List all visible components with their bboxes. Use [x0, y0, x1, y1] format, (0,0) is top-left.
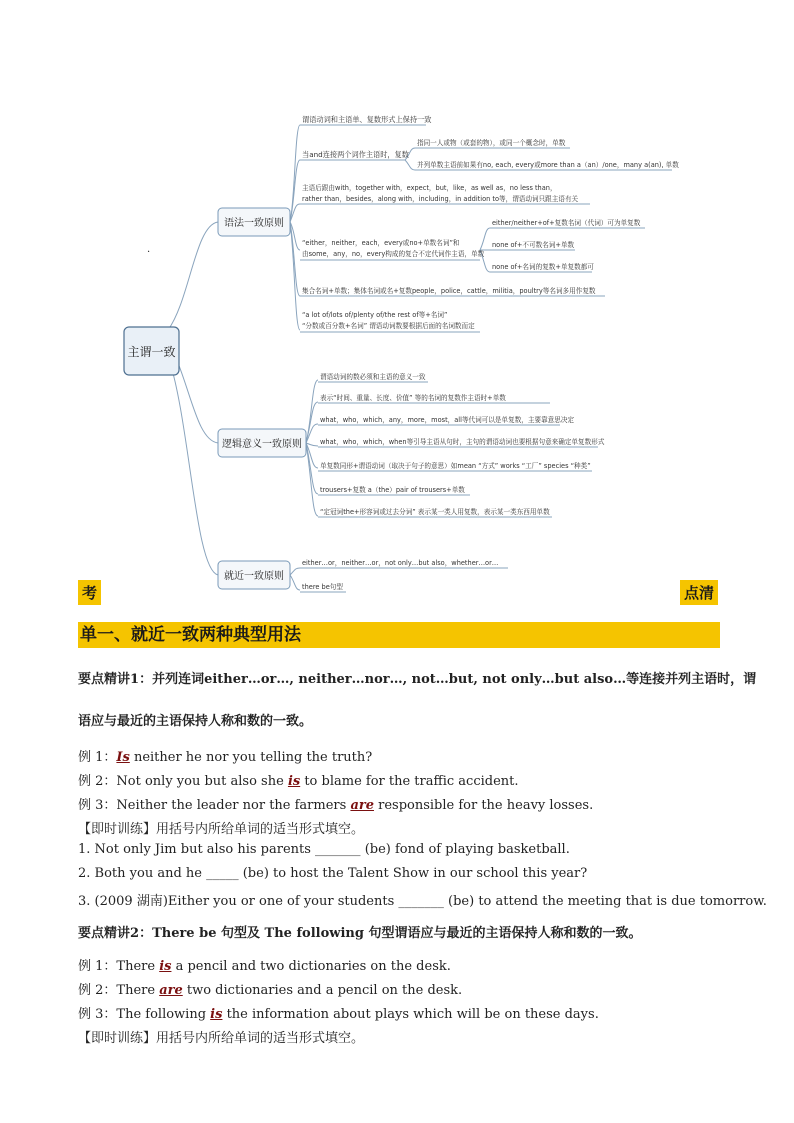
mm-g5: 集合名词+单数；集体名词或名+复数people，police，cattle，militia，poultry等名词多用作复数 [302, 287, 596, 295]
mm-g2b: 并列单数主语前如果有no, each, every或more than a（an）/one，many a(an), 单数 [417, 161, 679, 169]
stray-dot: . [147, 244, 151, 255]
mm-g1: 谓语动词和主语单、复数形式上保持一致 [302, 115, 432, 124]
section-title: 单一、就近一致两种典型用法 [78, 622, 720, 648]
mm-l3: what，who，which，any，more，most，all等代词可以是单复数，主要靠意思决定 [320, 416, 575, 424]
mm-g6b: “分数或百分数+名词” 谓语动词数要根据后面的名词数而定 [302, 322, 475, 330]
point2-line [78, 922, 718, 941]
mm-l6: trousers+复数 a（the）pair of trousers+单数 [320, 486, 465, 494]
mm-g4a: “either，neither，each，every或no+单数名词”和 [302, 239, 460, 247]
point1-text: ：并列连词either…or…, neither…nor…, not…but, not only…but also…等连接并列主语时，谓 [139, 672, 757, 687]
point1-num: 1 [130, 672, 140, 687]
answer: is [210, 1007, 223, 1022]
mm-g4b: 由some，any，no，every构成的复合不定代词作主语，单数 [302, 250, 485, 258]
practice-label-2: 【即时训练】用括号内所给单词的适当形式填空。 [78, 1031, 365, 1046]
mm-g4c: either/neither+of+复数名词（代词）可为单复数 [492, 219, 641, 227]
practice1-item-2: 2. Both you and he _____ (be) to host the Talent Show in our school this year? [78, 866, 588, 881]
mindmap-branch-grammar: 语法一致原则 [224, 218, 284, 229]
mm-l7: “定冠词the+形容词或过去分词” 表示某一类人用复数，表示某一类东西用单数 [320, 508, 550, 516]
answer: is [159, 959, 172, 974]
practice1-item-1: 1. Not only Jim but also his parents _______ (be) fond of playing basketball. [78, 842, 570, 857]
example2-1: 例 1：There is a pencil and two dictionaries on the desk. [78, 959, 451, 974]
banner-right: 点清 [680, 580, 718, 605]
mm-g2: 当and连接两个词作主语时，复数 [302, 150, 409, 159]
point1-line2: 语应与最近的主语保持人称和数的一致。 [78, 714, 313, 729]
mm-l5: 单复数同形+谓语动词（取决于句子的意思）如mean “方式” works “工厂” species “种类” [320, 462, 591, 470]
example1-1: 例 1：Is neither he nor you telling the truth? [78, 750, 373, 765]
mm-n1: either…or，neither…or，not only…but also，whether…or… [302, 559, 499, 567]
mm-g4d: none of+不可数名词+单数 [492, 241, 575, 249]
example2-2: 例 2：There are two dictionaries and a pencil on the desk. [78, 983, 463, 998]
example2-3: 例 3：The following is the information about plays which will be on these days. [78, 1007, 599, 1022]
mm-l2: 表示“时间、重量、长度、价值” 等的名词的复数作主语时+单数 [320, 394, 506, 402]
point2-text: ：There be 句型及 The following 句型谓语应与最近的主语保持人称和数的一致。 [139, 926, 642, 941]
mindmap-root: 主谓一致 [127, 345, 176, 359]
mm-n2: there be句型 [302, 583, 343, 591]
example1-3: 例 3：Neither the leader nor the farmers are responsible for the heavy losses. [78, 798, 594, 813]
point1-line1 [78, 668, 757, 687]
answer: are [350, 798, 374, 813]
point2-num: 2 [130, 926, 140, 941]
answer: Is [116, 750, 130, 765]
mindmap-branch-proximity: 就近一致原则 [224, 571, 284, 582]
mm-l4: what，who，which，when等引导主语从句时，主句的谓语动词也要根据句意来确定单复数形式 [320, 438, 605, 446]
mindmap-branch-logic: 逻辑意义一致原则 [222, 439, 302, 450]
practice1-item-3: 3. (2009 湖南)Either you or one of your students _______ (be) to attend the meeting that is due tomorrow. [78, 894, 767, 909]
example1-2: 例 2：Not only you but also she is to blame for the traffic accident. [78, 774, 519, 789]
answer: are [159, 983, 183, 998]
point2-label: 要点精讲 [78, 926, 131, 941]
mm-g3a: 主语后跟由with，together with，expect，but，like，as well as，no less than， [302, 184, 557, 192]
mm-l1: 谓语动词的数必须和主语的意义一致 [320, 373, 426, 381]
practice-label-1: 【即时训练】用括号内所给单词的适当形式填空。 [78, 822, 365, 837]
mm-g6a: “a lot of/lots of/plenty of/the rest of等+名词” [302, 311, 448, 319]
mm-g3b: rather than，besides，along with，including，in addition to等，谓语动词只跟主语有关 [302, 195, 579, 203]
mm-g2a: 指同一人或物（或套的物），或同一个概念时，单数 [417, 139, 566, 147]
banner-left: 考 [78, 580, 101, 605]
mm-g4e: none of+名词的复数+单复数都可 [492, 263, 594, 271]
point1-label: 要点精讲 [78, 672, 131, 687]
answer: is [287, 774, 301, 789]
